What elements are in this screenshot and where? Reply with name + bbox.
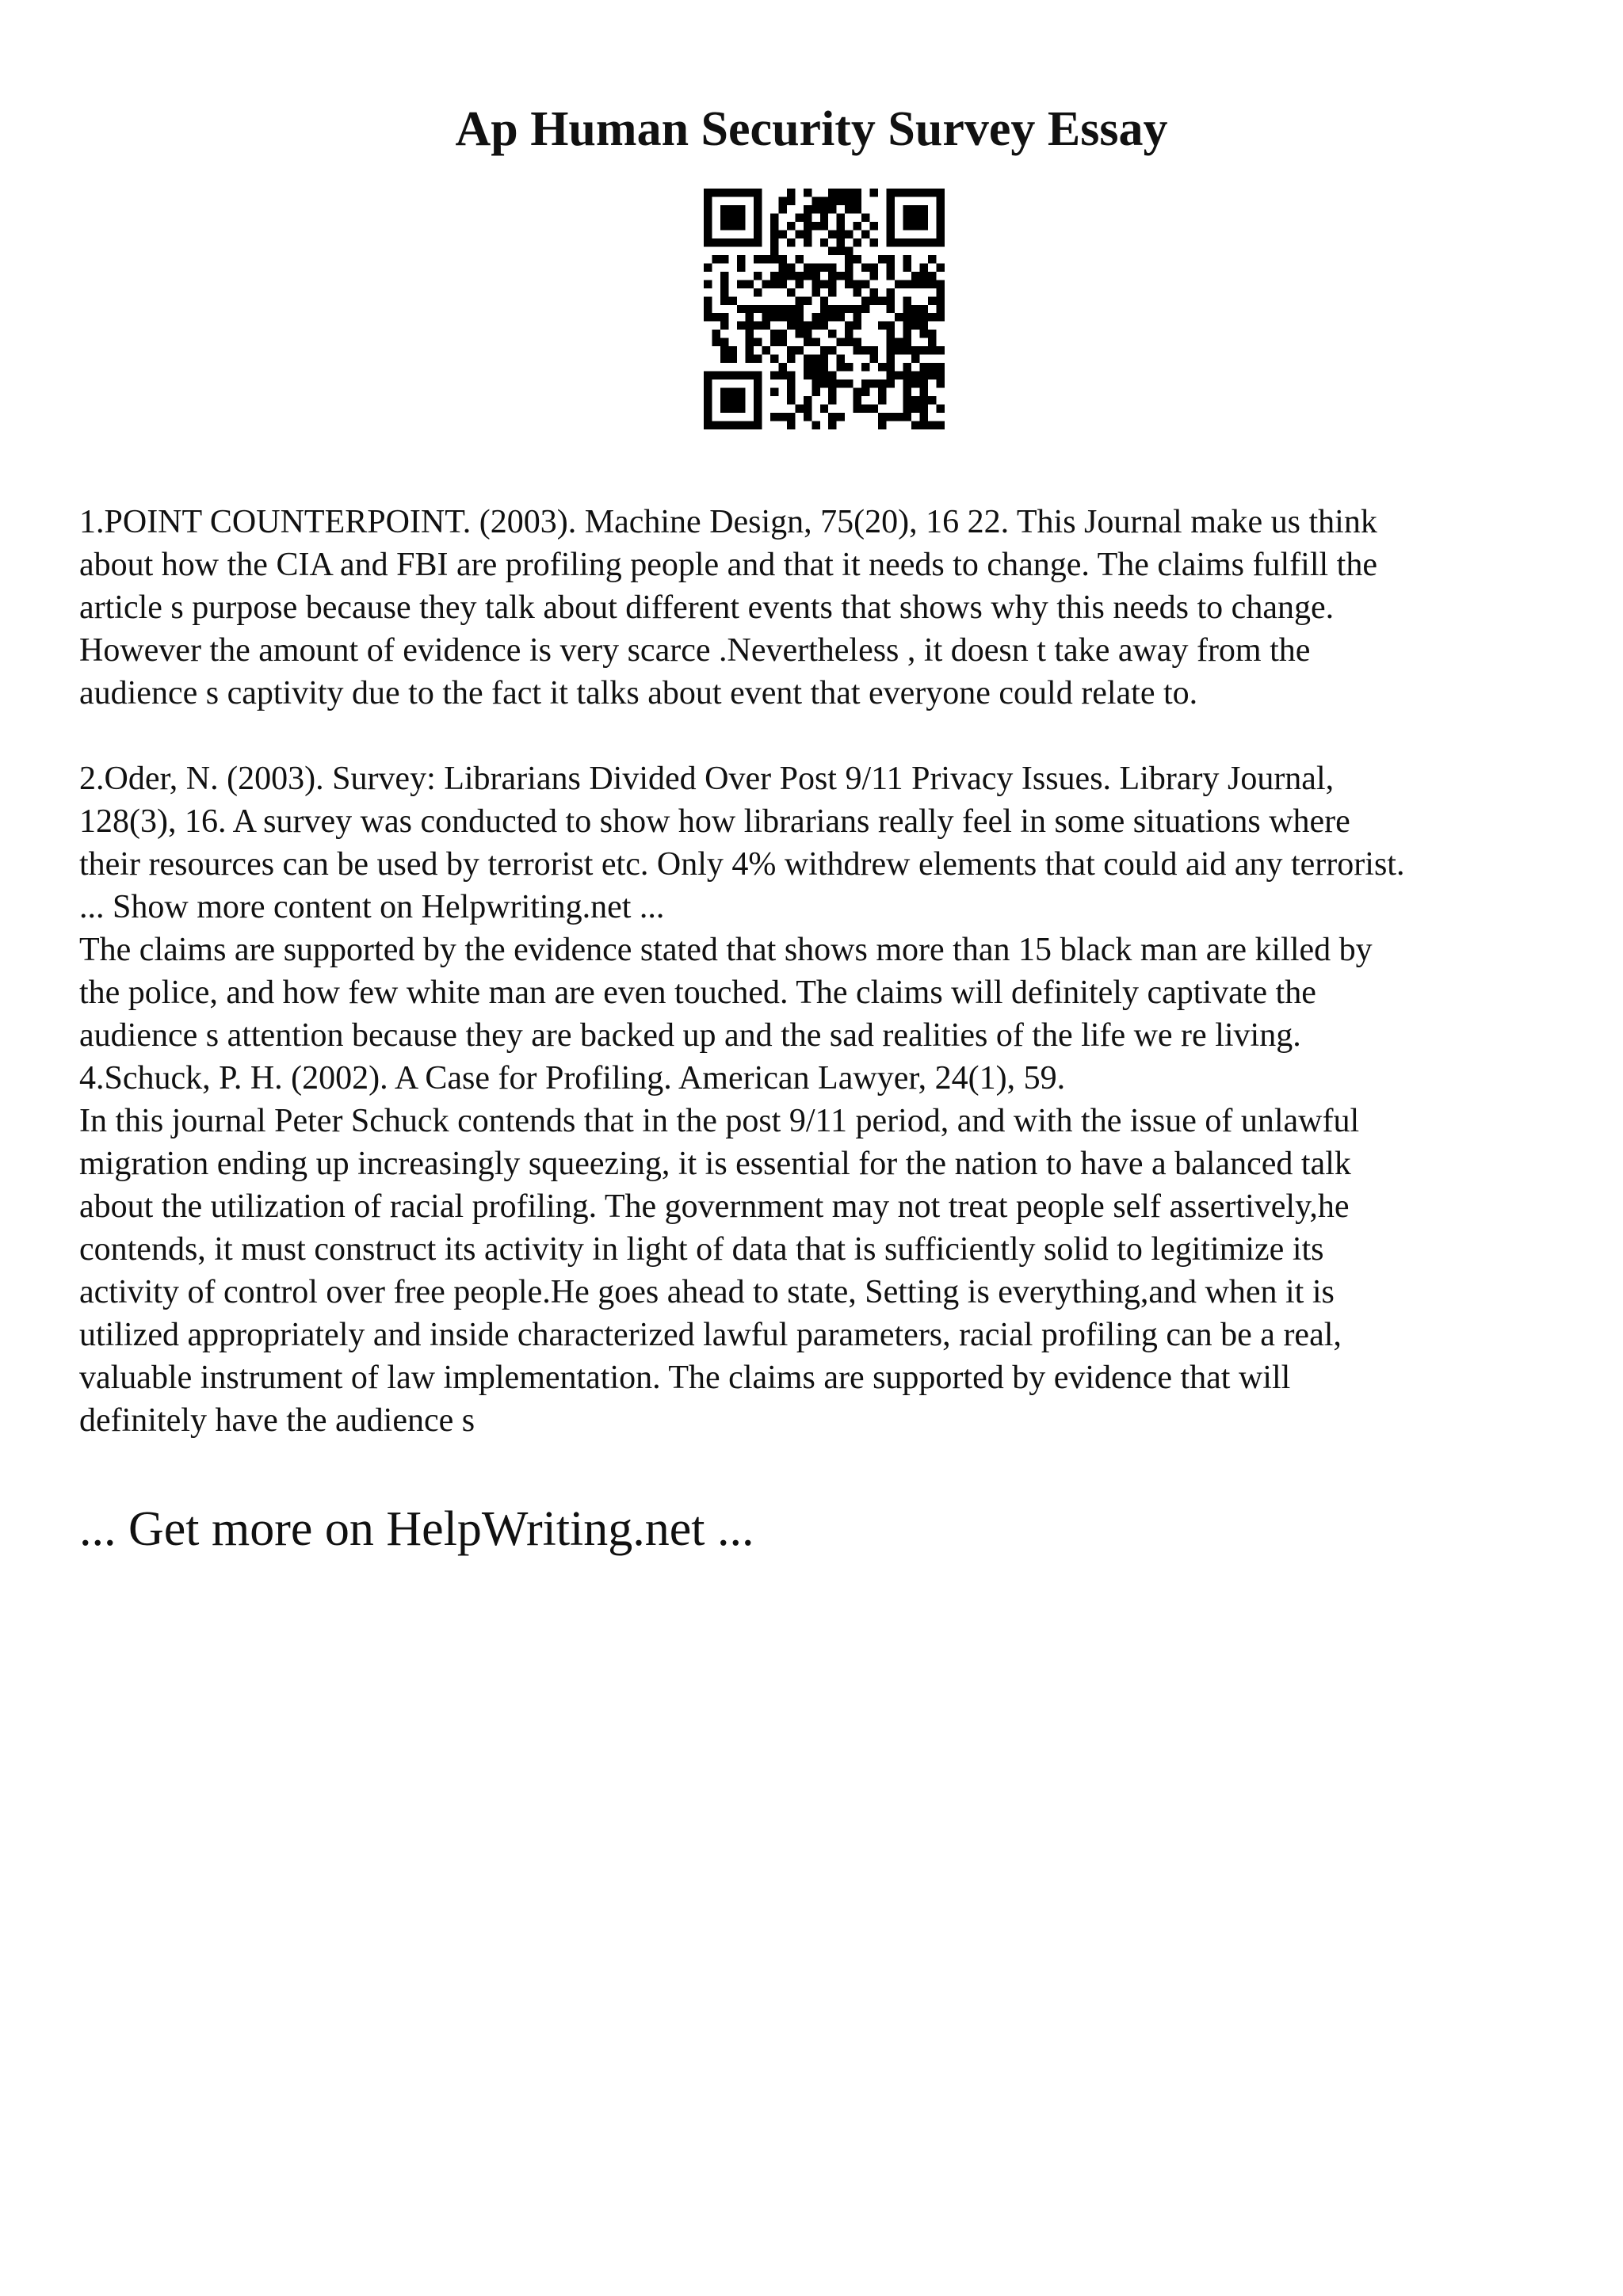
text-line: migration ending up increasingly squeezing, it is essential for the nation to have a balanced talk xyxy=(79,1146,1351,1182)
text-line: 128(3), 16. A survey was conducted to show how librarians really feel in some situations where xyxy=(79,803,1350,840)
text-line: In this journal Peter Schuck contends that in the post 9/11 period, and with the issue of unlawful xyxy=(79,1103,1360,1139)
text-line: utilized appropriately and inside characterized lawful parameters, racial profiling can be a real, xyxy=(79,1317,1342,1353)
text-line: contends, it must construct its activity in light of data that is sufficiently solid to legitimize its xyxy=(79,1231,1324,1268)
text-line: their resources can be used by terrorist etc. Only 4% withdrew elements that could aid any terrorist. xyxy=(79,846,1405,883)
get-more-link[interactable]: ... Get more on HelpWriting.net ... xyxy=(79,1502,754,1556)
paragraph-1 xyxy=(79,501,1569,715)
show-more-link[interactable]: ... Show more content on Helpwriting.net ... xyxy=(79,889,665,925)
text-line: the police, and how few white man are even touched. The claims will definitely captivate the xyxy=(79,974,1316,1011)
text-line: about the utilization of racial profiling. The government may not treat people self assertively,he xyxy=(79,1188,1350,1225)
text-line: audience s captivity due to the fact it talks about event that everyone could relate to. xyxy=(79,675,1198,711)
qr-code-icon xyxy=(704,189,945,429)
page-title: Ap Human Security Survey Essay xyxy=(455,102,1168,156)
text-line: 4.Schuck, P. H. (2002). A Case for Profiling. American Lawyer, 24(1), 59. xyxy=(79,1060,1066,1097)
paragraph-2 xyxy=(79,757,1569,1442)
text-line: The claims are supported by the evidence stated that shows more than 15 black man are killed by xyxy=(79,932,1373,968)
text-line: article s purpose because they talk about different events that shows why this needs to change. xyxy=(79,589,1335,626)
text-line: audience s attention because they are backed up and the sad realities of the life we re living. xyxy=(79,1017,1301,1054)
text-line: about how the CIA and FBI are profiling people and that it needs to change. The claims fulfill the xyxy=(79,547,1377,583)
text-line: activity of control over free people.He goes ahead to state, Setting is everything,and when it is xyxy=(79,1274,1335,1310)
paragraph-spacer xyxy=(79,715,1569,757)
text-line: 2.Oder, N. (2003). Survey: Librarians Divided Over Post 9/11 Privacy Issues. Library Journal, xyxy=(79,761,1335,797)
text-line: valuable instrument of law implementation. The claims are supported by evidence that will xyxy=(79,1360,1291,1396)
text-line: However the amount of evidence is very scarce .Nevertheless , it doesn t take away from the xyxy=(79,632,1311,669)
essay-body xyxy=(79,501,1569,1442)
text-line: definitely have the audience s xyxy=(79,1402,475,1439)
text-line: 1.POINT COUNTERPOINT. (2003). Machine Design, 75(20), 16 22. This Journal make us think xyxy=(79,504,1377,540)
